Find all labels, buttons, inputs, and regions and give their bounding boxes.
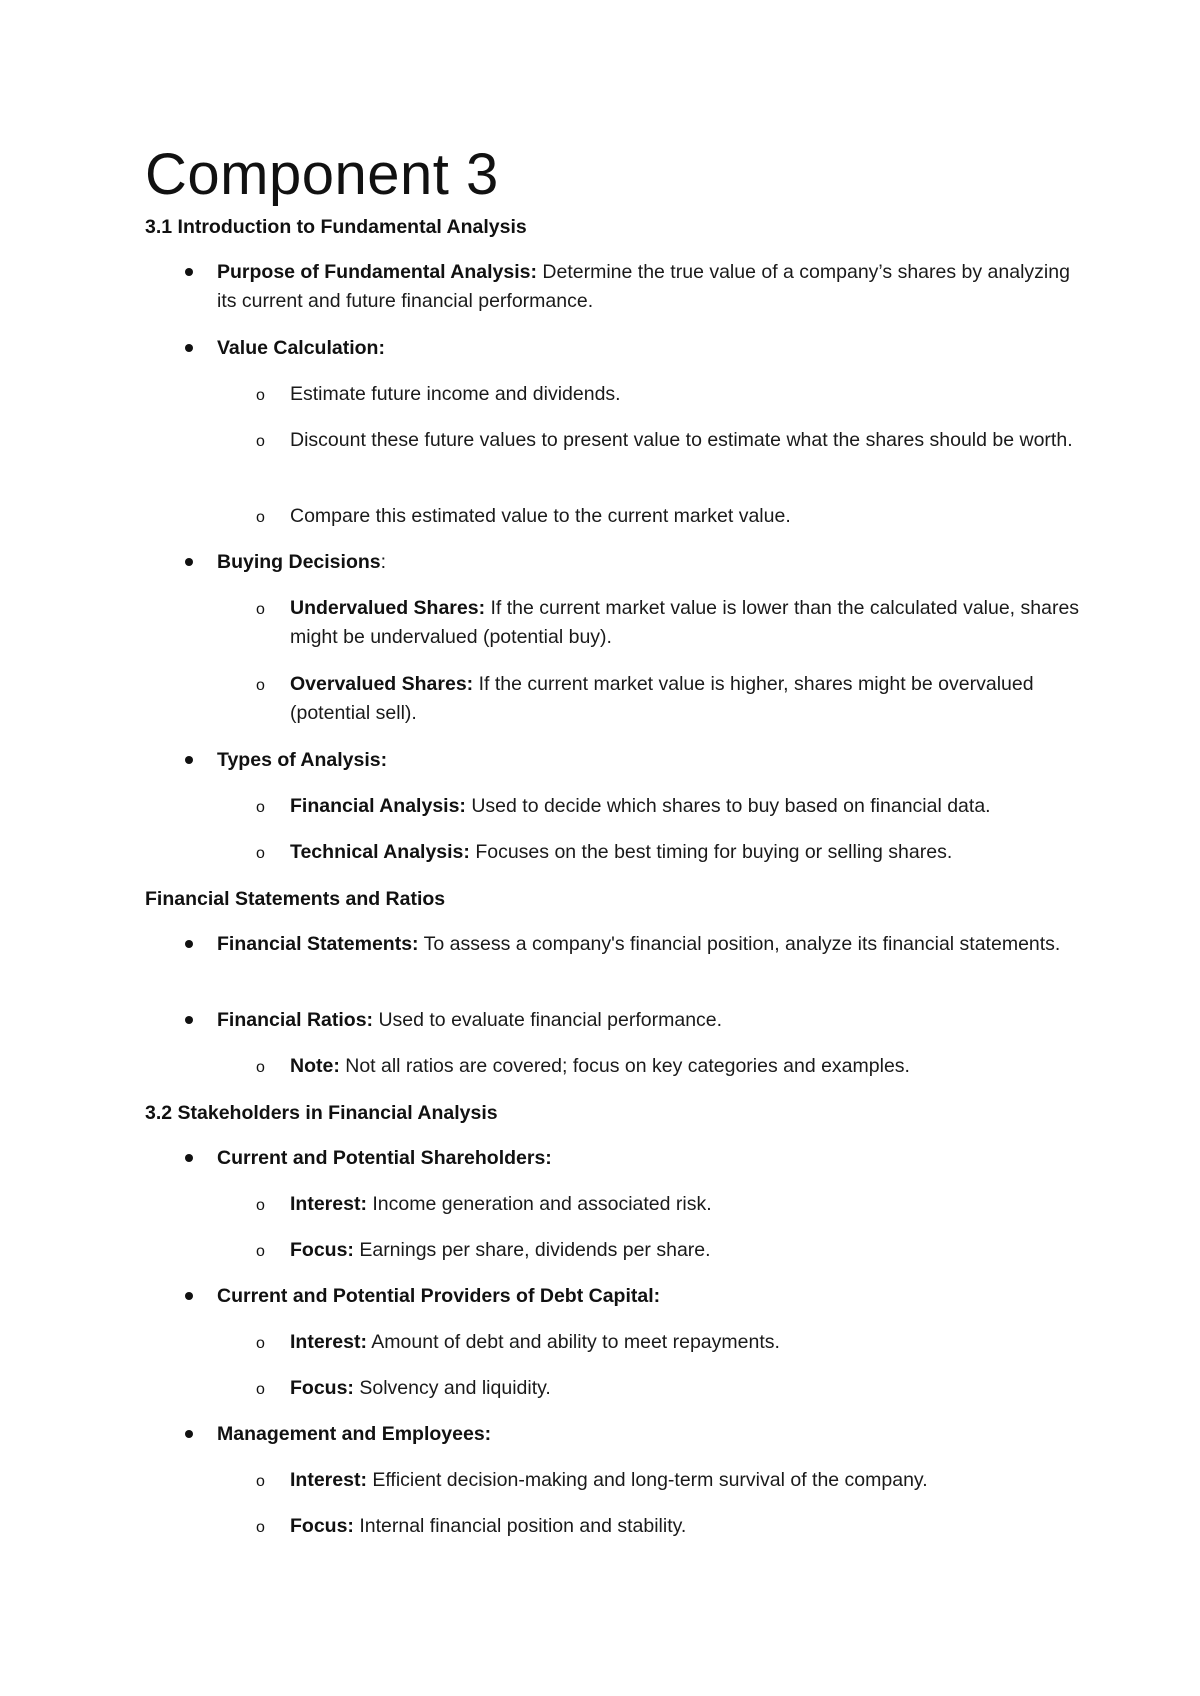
circle-bullet-icon: o	[256, 1335, 265, 1352]
bullet-icon	[185, 1430, 193, 1438]
item-text: Amount of debt and ability to meet repayments.	[366, 1331, 780, 1353]
item-label: Focus:	[290, 1239, 354, 1261]
bullet-icon	[185, 1154, 193, 1162]
circle-bullet-icon: o	[256, 433, 265, 450]
circle-bullet-icon: o	[256, 387, 265, 404]
item-text: Internal financial position and stability.	[353, 1515, 687, 1537]
item-label: Interest:	[290, 1331, 367, 1353]
circle-bullet-icon: o	[256, 677, 265, 694]
item-text: Used to decide which shares to buy based on financial data.	[465, 795, 991, 817]
list-item-focus	[290, 1236, 1080, 1265]
bullet-icon	[185, 344, 193, 352]
list-item-buying-decisions	[217, 548, 1077, 577]
item-text: Not all ratios are covered; focus on key categories and examples.	[339, 1055, 910, 1077]
section-heading-financial-statements: Financial Statements and Ratios	[145, 888, 446, 910]
list-item: Discount these future values to present value to estimate what the shares should be worth.	[290, 429, 1073, 451]
circle-bullet-icon: o	[256, 601, 265, 618]
item-label: Focus:	[290, 1515, 354, 1537]
bullet-icon	[185, 756, 193, 764]
item-text: Income generation and associated risk.	[366, 1193, 712, 1215]
item-text: If the current market value is higher, shares might be overvalued (potential sell).	[290, 673, 1034, 724]
item-text: :	[380, 551, 387, 573]
item-label: Financial Statements:	[217, 933, 419, 955]
list-item-technical-analysis	[290, 838, 1080, 867]
circle-bullet-icon: o	[256, 1519, 265, 1536]
circle-bullet-icon: o	[256, 1243, 265, 1260]
item-label: Current and Potential Providers of Debt Capital:	[217, 1285, 661, 1307]
item-label: Focus:	[290, 1377, 354, 1399]
list-item-focus	[290, 1512, 1080, 1541]
item-label: Management and Employees:	[217, 1423, 492, 1445]
list-item-undervalued	[290, 594, 1080, 652]
circle-bullet-icon: o	[256, 799, 265, 816]
item-text: Used to evaluate financial performance.	[373, 1009, 723, 1031]
item-label: Technical Analysis:	[290, 841, 470, 863]
item-label: Financial Ratios:	[217, 1009, 374, 1031]
list-item-interest	[290, 1466, 1080, 1495]
circle-bullet-icon: o	[256, 1381, 265, 1398]
item-text: Solvency and liquidity.	[353, 1377, 551, 1399]
list-item-value-calculation	[217, 334, 1077, 363]
item-text: Earnings per share, dividends per share.	[353, 1239, 711, 1261]
circle-bullet-icon: o	[256, 509, 265, 526]
list-item-overvalued	[290, 670, 1080, 728]
list-item: Estimate future income and dividends.	[290, 383, 621, 405]
item-label: Buying Decisions	[217, 551, 381, 573]
list-item-purpose	[217, 258, 1077, 316]
circle-bullet-icon: o	[256, 1059, 265, 1076]
section-heading-3-1: 3.1 Introduction to Fundamental Analysis	[145, 216, 527, 238]
list-item-financial-statements	[217, 930, 1077, 959]
item-label: Current and Potential Shareholders:	[217, 1147, 552, 1169]
list-item-interest	[290, 1328, 1080, 1357]
circle-bullet-icon: o	[256, 1473, 265, 1490]
list-item-management	[217, 1420, 1077, 1449]
bullet-icon	[185, 268, 193, 276]
item-label: Types of Analysis:	[217, 749, 388, 771]
list-item-note	[290, 1052, 1080, 1081]
item-label: Financial Analysis:	[290, 795, 466, 817]
item-label: Overvalued Shares:	[290, 673, 474, 695]
circle-bullet-icon: o	[256, 1197, 265, 1214]
item-label: Interest:	[290, 1469, 367, 1491]
list-item-debt-providers	[217, 1282, 1077, 1311]
item-text: Focuses on the best timing for buying or selling shares.	[469, 841, 953, 863]
bullet-icon	[185, 1016, 193, 1024]
bullet-icon	[185, 1292, 193, 1300]
list-item-shareholders	[217, 1144, 1077, 1173]
item-text: To assess a company's financial position, analyze its financial statements.	[418, 933, 1061, 955]
list-item-financial-analysis	[290, 792, 1080, 821]
item-text: Efficient decision-making and long-term survival of the company.	[366, 1469, 928, 1491]
bullet-icon	[185, 558, 193, 566]
list-item-types-of-analysis	[217, 746, 1077, 775]
list-item-financial-ratios	[217, 1006, 1077, 1035]
item-text: If the current market value is lower than the calculated value, shares might be undervalued (potential buy).	[290, 597, 1080, 648]
item-label: Note:	[290, 1055, 340, 1077]
list-item-focus	[290, 1374, 1080, 1403]
list-item: Compare this estimated value to the current market value.	[290, 505, 791, 527]
item-text: Determine the true value of a company’s shares by analyzing its current and future financial performance.	[217, 261, 1070, 312]
item-label: Undervalued Shares:	[290, 597, 486, 619]
item-label: Interest:	[290, 1193, 367, 1215]
bullet-icon	[185, 940, 193, 948]
page-title: Component 3	[145, 142, 499, 207]
circle-bullet-icon: o	[256, 845, 265, 862]
item-label: Value Calculation:	[217, 337, 385, 359]
item-label: Purpose of Fundamental Analysis:	[217, 261, 537, 283]
list-item-interest	[290, 1190, 1080, 1219]
section-heading-3-2: 3.2 Stakeholders in Financial Analysis	[145, 1102, 498, 1124]
